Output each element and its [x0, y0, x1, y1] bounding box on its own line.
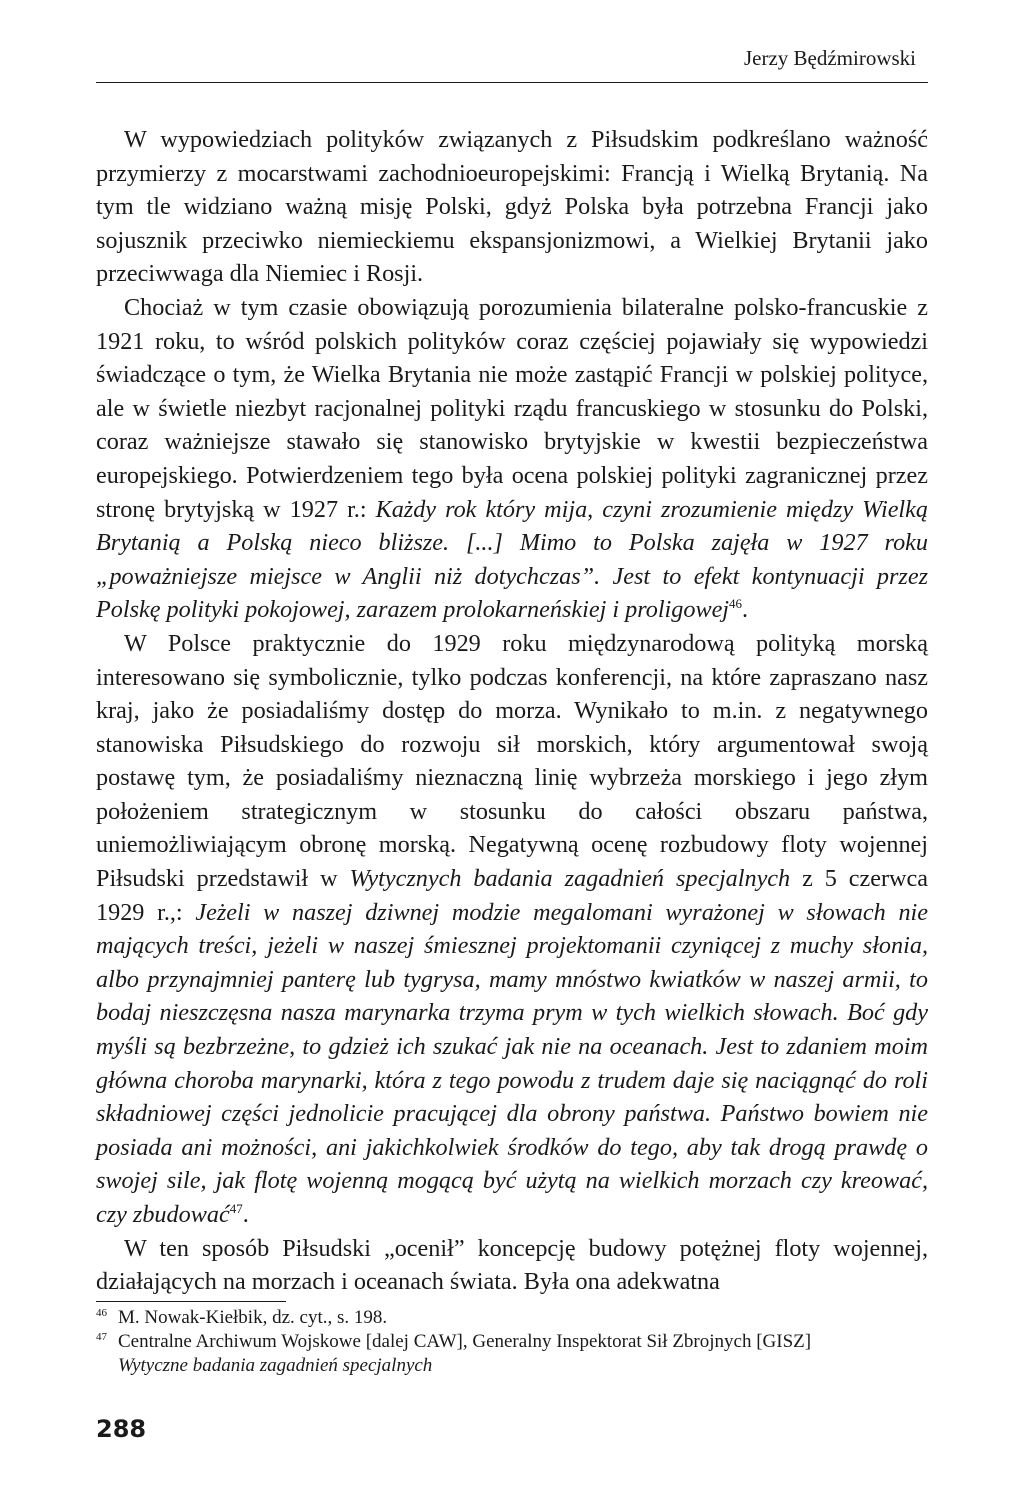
paragraph-3-text: W Polsce praktycznie do 1929 roku międzynarodową polityką morską interesowano się symbolicznie, tylko podczas konferencji, na które zapraszano nasz kraj, jako że posiadaliśmy dostęp do morza. Wynikało to m.in. z negatywnego stanowiska Piłsudskiego do rozwoju sił morskich, który argumentował swoją postawę tym, że posiadaliśmy nieznaczną linię wybrzeża morskiego i jego złym położeniem strategicznym w stosunku do całości obszaru państwa, uniemożliwiającym obronę morską. Negatywną ocenę rozbudowy floty wojennej Piłsudski przedstawił w: [96, 629, 928, 893]
footnote-rule: [96, 1301, 286, 1302]
paragraph-3-mid: z 5 czerwca 1929 r.,:: [96, 865, 928, 926]
footnote-ref-47[interactable]: 47: [229, 1200, 243, 1216]
paragraph-1: W wypowiedziach polityków związanych z Piłsudskim podkreślano ważność przymierzy z mocarstwami zachodnioeuropejskimi: Francją i Wielką Brytanią. Na tym tle widziano ważną misję Polski, gdyż Polska była potrzebna Francji jako sojusznik przeciwko niemieckiemu ekspansjonizmowi, a Wielkiej Brytanii jako przeciwwaga dla Niemiec i Rosji.: [96, 126, 928, 288]
header-rule: [96, 82, 928, 83]
paragraph-3-quote: Jeżeli w naszej dziwnej modzie megalomani wyrażonej w słowach nie mających treści, jeżeli w naszej śmiesznej projektomanii czyniącej z muchy słonia, albo przynajmniej panterę lub tygrysa, mamy mnóstwo kwiatków w naszej armii, to bodaj nieszczęsna nasza marynarka trzyma prym w tych wielkich słowach. Boć gdy myśli są bezbrzeżne, to gdzież ich szukać jak nie na oceanach. Jest to zdaniem moim główna choroba marynarki, która z tego powodu z trudem daje się naciągnąć do roli składniowej części jednolicie pracującej dla obrony państwa. Państwo bowiem nie posiada ani możności, ani jakichkolwiek środków do tego, aby tak drogą prawdę o swojej sile, jak flotę wojenną mogącą być użytą na wielkich morzach czy kreować, czy zbudować: [96, 898, 928, 1228]
paragraph-4: W ten sposób Piłsudski „ocenił” koncepcję budowy potężnej floty wojennej, działających na morzach i oceanach świata. Była ona adekwatna: [96, 1234, 928, 1296]
paragraph-3-title: Wytycznych badania zagadnień specjalnych: [349, 865, 791, 893]
footnote-text: Centralne Archiwum Wojskowe [dalej CAW], Generalny Inspektorat Sił Zbrojnych [GISZ]: [118, 1331, 812, 1352]
footnote-46: $^{46}$ M. Nowak-Kiełbik, dz. cyt., s. 198.: [96, 1306, 388, 1328]
paragraph-3-end: .: [242, 1201, 249, 1228]
paragraph-3: [96, 627, 928, 1232]
page-number: 288: [96, 1415, 147, 1443]
footnotes: [96, 1306, 928, 1378]
footnote-ref-46[interactable]: 46: [729, 596, 743, 612]
paragraph-2-end: .: [742, 596, 749, 624]
running-header-author: Jerzy Będźmirowski: [743, 46, 916, 70]
paragraph-2: [96, 291, 928, 627]
footnote-italic-title: Wytyczne badania zagadnień specjalnych: [118, 1355, 433, 1376]
main-text: [96, 123, 928, 1299]
paragraph-2-quote: Każdy rok który mija, czyni zrozumienie między Wielką Brytanią a Polską nieco bliższe. [...] Mimo to Polska zajęła w 1927 roku „poważniejsze miejsce w Anglii niż dotychczas”. Jest to efekt kontynuacji przez Polskę polityki pokojowej, zarazem prolokarneńskiej i proligowej: [96, 495, 928, 624]
footnote-47: $^{47}$ Centralne Archiwum Wojskowe [dalej CAW], Generalny Inspektorat Sił Zbrojnych [GISZ] Wytyczne badania zagadnień specjalnych: [96, 1330, 812, 1376]
footnote-text: M. Nowak-Kiełbik, dz. cyt., s. 198.: [118, 1307, 388, 1328]
paragraph-2-text: Chociaż w tym czasie obowiązują porozumienia bilateralne polsko-francuskie z 1921 roku, to wśród polskich polityków coraz częściej pojawiały się wypowiedzi świadczące o tym, że Wielka Brytania nie może zastąpić Francji w polskiej polityce, ale w świetle niezbyt racjonalnej polityki rządu francuskiego w stosunku do Polski, coraz ważniejsze stawało się stanowisko brytyjskie w kwestii bezpieczeństwa europejskiego. Potwierdzeniem tego była ocena polskiej polityki zagranicznej przez stronę brytyjską w 1927 r.:: [96, 293, 928, 523]
